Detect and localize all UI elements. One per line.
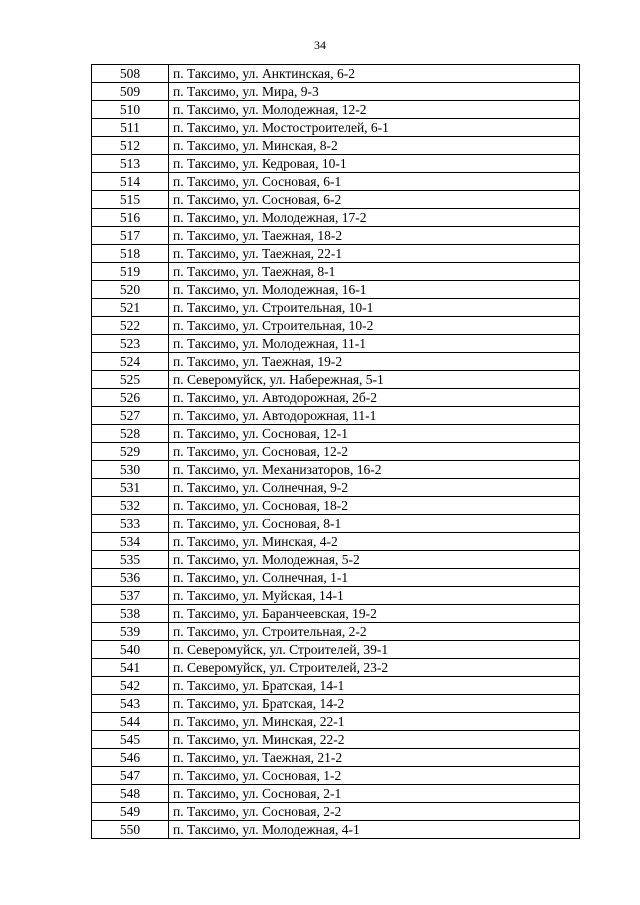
row-address: п. Таксимо, ул. Молодежная, 11-1 [169, 335, 580, 353]
row-address: п. Таксимо, ул. Солнечная, 9-2 [169, 479, 580, 497]
table-row [92, 407, 580, 425]
table-row [92, 65, 580, 83]
row-address: п. Таксимо, ул. Строительная, 2-2 [169, 623, 580, 641]
row-number: 540 [92, 641, 169, 659]
table-row [92, 83, 580, 101]
row-number: 542 [92, 677, 169, 695]
row-number: 534 [92, 533, 169, 551]
row-number: 543 [92, 695, 169, 713]
table-row [92, 821, 580, 839]
table-row [92, 695, 580, 713]
row-number: 521 [92, 299, 169, 317]
row-number: 526 [92, 389, 169, 407]
row-number: 512 [92, 137, 169, 155]
table-row [92, 641, 580, 659]
row-number: 518 [92, 245, 169, 263]
row-address: п. Таксимо, ул. Баранчеевская, 19-2 [169, 605, 580, 623]
table-row [92, 587, 580, 605]
row-number: 520 [92, 281, 169, 299]
table-row [92, 749, 580, 767]
table-row [92, 461, 580, 479]
table-row [92, 569, 580, 587]
row-address: п. Таксимо, ул. Таежная, 22-1 [169, 245, 580, 263]
row-number: 531 [92, 479, 169, 497]
row-address: п. Таксимо, ул. Таежная, 18-2 [169, 227, 580, 245]
row-address: п. Таксимо, ул. Минская, 8-2 [169, 137, 580, 155]
table-row [92, 299, 580, 317]
row-number: 524 [92, 353, 169, 371]
row-address: п. Таксимо, ул. Автодорожная, 2б-2 [169, 389, 580, 407]
row-number: 535 [92, 551, 169, 569]
table-row [92, 353, 580, 371]
table-row [92, 227, 580, 245]
row-address: п. Таксимо, ул. Молодежная, 17-2 [169, 209, 580, 227]
row-number: 529 [92, 443, 169, 461]
table-row [92, 533, 580, 551]
row-address: п. Таксимо, ул. Солнечная, 1-1 [169, 569, 580, 587]
table-row [92, 623, 580, 641]
row-number: 536 [92, 569, 169, 587]
row-number: 517 [92, 227, 169, 245]
row-number: 516 [92, 209, 169, 227]
row-number: 550 [92, 821, 169, 839]
table-row [92, 371, 580, 389]
row-address: п. Таксимо, ул. Муйская, 14-1 [169, 587, 580, 605]
address-table [91, 64, 580, 839]
row-address: п. Таксимо, ул. Сосновая, 2-1 [169, 785, 580, 803]
row-number: 522 [92, 317, 169, 335]
row-address: п. Таксимо, ул. Кедровая, 10-1 [169, 155, 580, 173]
row-number: 541 [92, 659, 169, 677]
table-row [92, 191, 580, 209]
table-row [92, 209, 580, 227]
table-row [92, 479, 580, 497]
row-address: п. Таксимо, ул. Сосновая, 2-2 [169, 803, 580, 821]
table-row [92, 281, 580, 299]
row-number: 537 [92, 587, 169, 605]
row-address: п. Таксимо, ул. Таежная, 8-1 [169, 263, 580, 281]
row-number: 528 [92, 425, 169, 443]
table-row [92, 317, 580, 335]
row-number: 546 [92, 749, 169, 767]
table-row [92, 605, 580, 623]
row-address: п. Таксимо, ул. Сосновая, 6-2 [169, 191, 580, 209]
table-row [92, 173, 580, 191]
table-row [92, 515, 580, 533]
row-number: 530 [92, 461, 169, 479]
row-address: п. Таксимо, ул. Анктинская, 6-2 [169, 65, 580, 83]
row-number: 519 [92, 263, 169, 281]
row-number: 544 [92, 713, 169, 731]
row-number: 523 [92, 335, 169, 353]
table-row [92, 245, 580, 263]
table-row [92, 119, 580, 137]
table-row [92, 677, 580, 695]
row-number: 514 [92, 173, 169, 191]
row-number: 545 [92, 731, 169, 749]
row-address: п. Таксимо, ул. Таежная, 19-2 [169, 353, 580, 371]
row-address: п. Таксимо, ул. Мостостроителей, 6-1 [169, 119, 580, 137]
row-number: 513 [92, 155, 169, 173]
table-row [92, 767, 580, 785]
table-row [92, 389, 580, 407]
row-address: п. Таксимо, ул. Автодорожная, 11-1 [169, 407, 580, 425]
row-number: 547 [92, 767, 169, 785]
row-number: 538 [92, 605, 169, 623]
row-number: 548 [92, 785, 169, 803]
row-address: п. Таксимо, ул. Сосновая, 6-1 [169, 173, 580, 191]
table-row [92, 101, 580, 119]
row-address: п. Северомуйск, ул. Строителей, 39-1 [169, 641, 580, 659]
row-number: 509 [92, 83, 169, 101]
row-address: п. Таксимо, ул. Механизаторов, 16-2 [169, 461, 580, 479]
row-address: п. Таксимо, ул. Сосновая, 12-2 [169, 443, 580, 461]
row-address: п. Таксимо, ул. Сосновая, 8-1 [169, 515, 580, 533]
row-address: п. Таксимо, ул. Братская, 14-1 [169, 677, 580, 695]
row-address: п. Северомуйск, ул. Набережная, 5-1 [169, 371, 580, 389]
table-row [92, 263, 580, 281]
row-number: 549 [92, 803, 169, 821]
row-address: п. Таксимо, ул. Строительная, 10-2 [169, 317, 580, 335]
row-address: п. Таксимо, ул. Минская, 22-2 [169, 731, 580, 749]
page-number: 34 [314, 38, 326, 52]
row-address: п. Таксимо, ул. Сосновая, 12-1 [169, 425, 580, 443]
row-number: 525 [92, 371, 169, 389]
row-number: 533 [92, 515, 169, 533]
row-address: п. Таксимо, ул. Молодежная, 5-2 [169, 551, 580, 569]
row-number: 527 [92, 407, 169, 425]
row-number: 532 [92, 497, 169, 515]
row-address: п. Таксимо, ул. Молодежная, 16-1 [169, 281, 580, 299]
table-row [92, 659, 580, 677]
table-row [92, 335, 580, 353]
row-address: п. Северомуйск, ул. Строителей, 23-2 [169, 659, 580, 677]
table-row [92, 137, 580, 155]
row-address: п. Таксимо, ул. Мира, 9-3 [169, 83, 580, 101]
table-row [92, 425, 580, 443]
table-row [92, 443, 580, 461]
row-address: п. Таксимо, ул. Сосновая, 18-2 [169, 497, 580, 515]
table-row [92, 497, 580, 515]
row-address: п. Таксимо, ул. Таежная, 21-2 [169, 749, 580, 767]
row-address: п. Таксимо, ул. Минская, 4-2 [169, 533, 580, 551]
row-address: п. Таксимо, ул. Строительная, 10-1 [169, 299, 580, 317]
table-row [92, 551, 580, 569]
row-address: п. Таксимо, ул. Молодежная, 12-2 [169, 101, 580, 119]
table-row [92, 155, 580, 173]
table-row [92, 803, 580, 821]
row-number: 515 [92, 191, 169, 209]
row-number: 510 [92, 101, 169, 119]
row-address: п. Таксимо, ул. Братская, 14-2 [169, 695, 580, 713]
table-row [92, 713, 580, 731]
row-address: п. Таксимо, ул. Минская, 22-1 [169, 713, 580, 731]
row-address: п. Таксимо, ул. Сосновая, 1-2 [169, 767, 580, 785]
row-number: 539 [92, 623, 169, 641]
table-row [92, 731, 580, 749]
row-address: п. Таксимо, ул. Молодежная, 4-1 [169, 821, 580, 839]
row-number: 511 [92, 119, 169, 137]
row-number: 508 [92, 65, 169, 83]
address-table-body [92, 65, 580, 839]
table-row [92, 785, 580, 803]
